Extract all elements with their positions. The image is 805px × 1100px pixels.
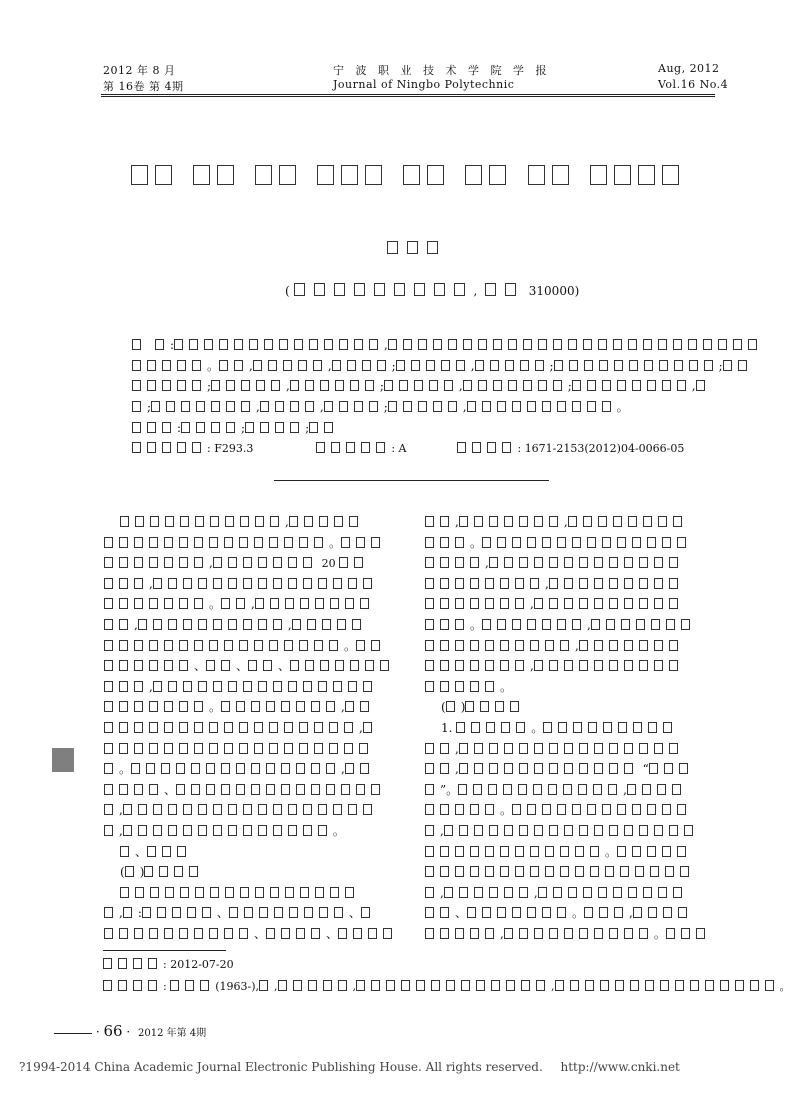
journal-name-en: Journal of Ningbo Polytechnic: [333, 78, 515, 91]
subsection-heading-2: ( ): [425, 697, 711, 718]
page-issue: 2012 年第 4期: [138, 1028, 207, 1039]
received-date: 2012-07-20: [170, 958, 234, 971]
body-left-column: , 。 , 20 , 。 , , , 。 、 、 、 , 。 , , 。 , 、 , , 。 、 ( ) , : 、 、 、 、: [104, 512, 398, 944]
clc-number: F293.3: [214, 441, 254, 455]
abstract-separator: [274, 480, 549, 481]
footnote-rule: [103, 950, 226, 951]
section-heading-1: 、: [104, 842, 398, 863]
header-left-volume: 第 16卷 第 4期: [103, 80, 184, 93]
page-number: 66: [103, 1022, 123, 1040]
header-left-date: 2012 年 8 月: [103, 64, 176, 77]
header-right-volume: Vol.16 No.4: [658, 78, 729, 91]
header-rule-bottom: [101, 96, 715, 97]
footnote-author-bio: : (1963-), , , , 。: [103, 978, 791, 994]
journal-name-cn: 宁 波 职 业 技 术 学 院 学 报: [333, 64, 551, 77]
year-number: 20: [321, 557, 336, 571]
margin-marker: [52, 748, 74, 772]
author-birth-year: (1963-): [215, 980, 256, 993]
classification-line: : F293.3 : A : 1671-2153(2012)04-0066-05: [132, 439, 763, 460]
subsection-heading-1: ( ): [104, 862, 398, 883]
author-affiliation: ( , 310000): [285, 284, 580, 298]
footnote-received: : 2012-07-20: [103, 958, 234, 971]
postal-code: 310000: [528, 284, 575, 298]
copyright-footer: [19, 1060, 680, 1074]
abstract: : , 。 , , ; , ; ; ; , ; , ; , ; , , ; , 。 : ; ; : F293.3 : A : 1671-2153(2012)04-0066-05: [132, 335, 763, 459]
header-right-date: Aug, 2012: [658, 62, 720, 75]
keywords: : ; ;: [132, 418, 763, 439]
header-rule-top: [101, 94, 715, 95]
article-id: 1671-2153(2012)04-0066-05: [524, 441, 685, 455]
page-number-line: · 66 · 2012 年第 4期: [54, 1022, 206, 1040]
author-name: [387, 238, 447, 257]
copyright-text: ?1994-2014 China Academic Journal Electronic Publishing House. All rights reserved.: [19, 1060, 543, 1074]
document-code: A: [398, 441, 407, 455]
body-right-column: , , 。 , , , 。 , , , 。 ( ) 1. 。 , , “ ”。 , 。 , 。 , , 、 。 , , 。: [425, 512, 711, 944]
cnki-link[interactable]: http://www.cnki.net: [560, 1060, 680, 1074]
article-title: [131, 165, 686, 188]
